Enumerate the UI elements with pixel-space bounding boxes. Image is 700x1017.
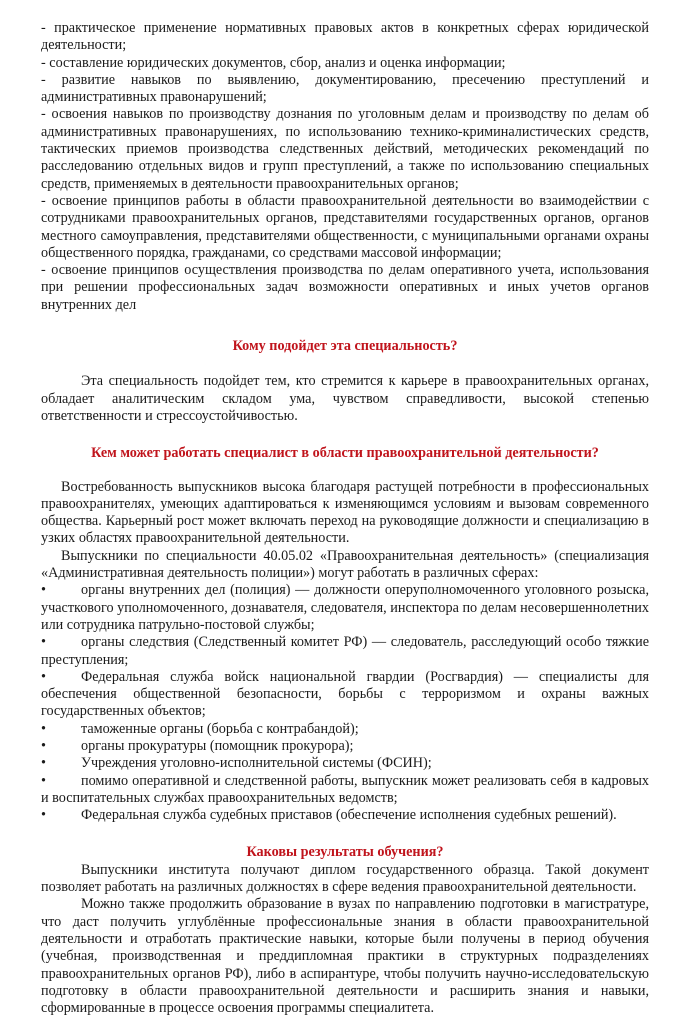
list-item xyxy=(41,755,649,772)
document-page xyxy=(41,20,649,1017)
spacer xyxy=(41,824,649,844)
list-item xyxy=(41,721,649,738)
list-item xyxy=(41,738,649,755)
results-paragraph-diploma: Выпускники института получают диплом государственного образца. Такой документ позволяет работать на различных должностях в сфере ведения правоохранительной деятельности. xyxy=(41,861,649,896)
intro-list-item: - освоение принципов работы в области правоохранительной деятельности во взаимодействии с сотрудниками правоохранительных органов, представителями государственных органов, органов местного самоуправления, представителями общественности, с муниципальными органами охраны общественного порядка, гражданами, со средствами массовой информации; xyxy=(41,192,649,261)
heading-results: Каковы результаты обучения? xyxy=(246,844,444,861)
careers-paragraph-demand: Востребованность выпускников высока благодаря растущей потребности в профессиональных правоохранителях, умеющих адаптироваться к изменяющимся условиям и вызовам современного общества. Карьерный рост может включать переход на руководящие должности и специализацию в узких областях правоохранительной деятельности. xyxy=(41,478,649,547)
spacer xyxy=(41,314,649,338)
list-item-text: Федеральная служба войск национальной гвардии (Росгвардия) — специалисты для обеспечения общественной безопасности, борьбы с терроризмом и охраны важных государственных объектов; xyxy=(41,668,649,720)
intro-list-item: - освоение принципов осуществления производства по делам оперативного учета, использования при решении профессиональных задач возможности оперативных и иных учетов органов внутренних дел xyxy=(41,262,649,313)
careers-paragraph-graduates: Выпускники по специальности 40.05.02 «Правоохранительная деятельность» (специализация «Административная деятельность полиции») могут работать в различных сферах: xyxy=(41,547,649,582)
bullet-icon: • xyxy=(41,668,46,685)
results-paragraph-further-education: Можно также продолжить образование в вузах по направлению подготовки в магистратуре, что даст получить углублённые профессиональные знания в области правоохранительной деятельности и отработать практические навыки, которые были получены в период обучения (учебная, производственная и преддипломная практики в структурных подразделениях правоохранительных органов РФ), либо в аспирантуре, чтобы получить научно-исследовательскую подготовку в области правоохранительной деятельности и расширить знания и навыки, сформированные в процессе освоения программы специалитета. xyxy=(41,896,649,1017)
list-item-text: помимо оперативной и следственной работы, выпускник может реализовать себя в кадровых и воспитательных службах правоохранительных ведомств; xyxy=(41,772,649,806)
list-item-text: таможенные органы (борьба с контрабандой); xyxy=(81,720,359,737)
list-item-text: органы прокуратуры (помощник прокурора); xyxy=(81,737,354,754)
list-item-text: органы следствия (Следственный комитет РФ) — следователь, расследующий особо тяжкие преступления; xyxy=(41,634,649,668)
heading-careers: Кем может работать специалист в области правоохранительной деятельности? xyxy=(91,445,599,462)
careers-bullet-list xyxy=(41,582,649,824)
list-item-text: Федеральная служба судебных приставов (обеспечение исполнения судебных решений). xyxy=(81,807,617,824)
intro-list-item: - составление юридических документов, сбор, анализ и оценка информации; xyxy=(41,54,506,71)
heading-suitability: Кому подойдет эта специальность? xyxy=(232,338,458,355)
intro-list-item: - развитие навыков по выявлению, документированию, пресечению преступлений и административных правонарушений; xyxy=(41,71,649,106)
list-item xyxy=(41,582,649,634)
intro-list-item: - освоения навыков по производству дознания по уголовным делам и производству по делам об административных правонарушениях, по использованию технико-криминалистических средств, тактических приемов производства следственных действий, методических рекомендаций по расследованию отдельных видов и групп преступлений, а также по использованию специальных средств, применяемых в деятельности правоохранительных органов; xyxy=(41,106,649,192)
suitability-paragraph: Эта специальность подойдет тем, кто стремится к карьере в правоохранительных органах, обладает аналитическим складом ума, чувством справедливости, высокой степенью ответственности и стрессоустойчивостью. xyxy=(41,373,649,424)
list-item-text: органы внутренних дел (полиция) — должности оперуполномоченного уголовного розыска, участкового уполномоченного, дознавателя, следователя, инспектора по делам несовершеннолетних или сотрудника патрульно-постовой службы; xyxy=(41,582,649,633)
list-item xyxy=(41,669,649,721)
spacer xyxy=(41,463,649,479)
bullet-icon: • xyxy=(41,755,46,772)
list-item-text: Учреждения уголовно-исполнительной системы (ФСИН); xyxy=(81,755,432,772)
spacer xyxy=(41,355,649,373)
bullet-icon: • xyxy=(41,720,46,737)
bullet-icon: • xyxy=(41,772,46,789)
intro-list-item: - практическое применение нормативных правовых актов в конкретных сферах юридической деятельности; xyxy=(41,20,649,54)
list-item xyxy=(41,807,649,824)
bullet-icon: • xyxy=(41,634,46,651)
spacer xyxy=(41,425,649,445)
bullet-icon: • xyxy=(41,807,46,824)
intro-skills-list xyxy=(41,20,649,314)
list-item xyxy=(41,634,649,669)
list-item xyxy=(41,773,649,808)
bullet-icon: • xyxy=(41,737,46,754)
bullet-icon: • xyxy=(41,582,46,599)
